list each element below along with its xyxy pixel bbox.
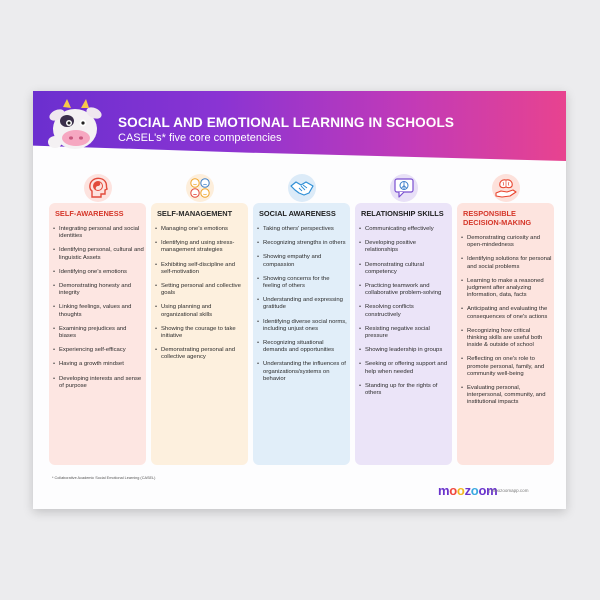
list-item: • Showing concerns for the feeling of others	[257, 276, 348, 290]
list-item: • Identifying diverse social norms, including unjust ones	[257, 319, 348, 333]
list-item: • Demonstrating curiosity and open-mindedness	[461, 235, 552, 249]
list-item: • Managing one's emotions	[155, 226, 246, 233]
list-item: • Showing the courage to take initiative	[155, 326, 246, 340]
column-social-awareness	[253, 173, 350, 465]
list-item: • Evaluating personal, interpersonal, community, and institutional impacts	[461, 385, 552, 407]
list-item: • Exhibiting self-discipline and self-motivation	[155, 262, 246, 276]
card-self-management	[151, 203, 248, 465]
list-item: • Recognizing strengths in others	[257, 240, 348, 247]
list-item: • Integrating personal and social identities	[53, 226, 144, 240]
card-relationship-skills	[355, 203, 452, 465]
page-title: SOCIAL AND EMOTIONAL LEARNING IN SCHOOLS	[118, 115, 455, 130]
list-item: • Identifying personal, cultural and linguistic Assets	[53, 247, 144, 261]
list-item: • Showing empathy and compassion	[257, 254, 348, 268]
list-item: • Communicating effectively	[359, 226, 450, 233]
footnote: * Collaborative Academic Social Emotional Learning (CASEL)	[52, 476, 156, 480]
item-list	[257, 226, 348, 390]
item-list	[53, 226, 144, 397]
list-item: • Understanding the influences of organizations/systems on behavior	[257, 361, 348, 383]
head-yin-yang-icon	[83, 173, 113, 203]
list-item: • Learning to make a reasoned judgment after analyzing information, data, facts	[461, 278, 552, 300]
list-item: • Recognizing situational demands and opportunities	[257, 340, 348, 354]
list-item: • Examining prejudices and biases	[53, 326, 144, 340]
list-item: • Linking feelings, values and thoughts	[53, 304, 144, 318]
list-item: • Resolving conflicts constructively	[359, 304, 450, 318]
speech-peace-icon	[389, 173, 419, 203]
list-item: • Demonstrating honesty and integrity	[53, 283, 144, 297]
page-subtitle: CASEL's* five core competencies	[118, 132, 282, 144]
list-item: • Having a growth mindset	[53, 361, 144, 368]
list-item: • Standing up for the rights of others	[359, 383, 450, 397]
card-heading: RELATIONSHIP SKILLS	[361, 209, 444, 218]
list-item: • Identifying solutions for personal and social problems	[461, 256, 552, 270]
list-item: • Understanding and expressing gratitude	[257, 297, 348, 311]
card-heading: SELF-MANAGEMENT	[157, 209, 233, 218]
column-relationship-skills	[355, 173, 452, 465]
list-item: • Demonstrating cultural competency	[359, 262, 450, 276]
card-heading: SELF-AWARENESS	[55, 209, 124, 218]
list-item: • Developing interests and sense of purpose	[53, 376, 144, 390]
column-self-management	[151, 173, 248, 465]
brand-logo: moozoom	[438, 483, 498, 498]
list-item: • Taking others' perspectives	[257, 226, 348, 233]
column-responsible-decision-making	[457, 173, 554, 465]
handshake-icon	[287, 173, 317, 203]
emotion-faces-icon	[185, 173, 215, 203]
item-list	[155, 226, 246, 369]
hand-brain-icon	[491, 173, 521, 203]
list-item: • Seeking or offering support and help when needed	[359, 361, 450, 375]
card-responsible-decision-making	[457, 203, 554, 465]
item-list	[359, 226, 450, 404]
brand-url: | moozoomapp.com	[489, 488, 529, 493]
list-item: • Showing leadership in groups	[359, 347, 450, 354]
list-item: • Practicing teamwork and collaborative problem-solving	[359, 283, 450, 297]
list-item: • Anticipating and evaluating the consequences of one's actions	[461, 306, 552, 320]
list-item: • Developing positive relationships	[359, 240, 450, 254]
list-item: • Using planning and organizational skills	[155, 304, 246, 318]
cow-mascot-icon	[45, 97, 109, 153]
column-self-awareness	[49, 173, 146, 465]
list-item: • Identifying and using stress-management strategies	[155, 240, 246, 254]
item-list	[461, 235, 552, 414]
list-item: • Reflecting on one's role to promote personal, family, and community well-being	[461, 356, 552, 378]
list-item: • Resisting negative social pressure	[359, 326, 450, 340]
poster-sheet	[33, 91, 566, 509]
card-self-awareness	[49, 203, 146, 465]
list-item: • Identifying one's emotions	[53, 269, 144, 276]
list-item: • Setting personal and collective goals	[155, 283, 246, 297]
card-heading: SOCIAL AWARENESS	[259, 209, 336, 218]
list-item: • Demonstrating personal and collective agency	[155, 347, 246, 361]
card-social-awareness	[253, 203, 350, 465]
list-item: • Experiencing self-efficacy	[53, 347, 144, 354]
list-item: • Recognizing how critical thinking skills are useful both inside & outside of school	[461, 328, 552, 350]
card-heading: RESPONSIBLE DECISION-MAKING	[463, 209, 532, 227]
